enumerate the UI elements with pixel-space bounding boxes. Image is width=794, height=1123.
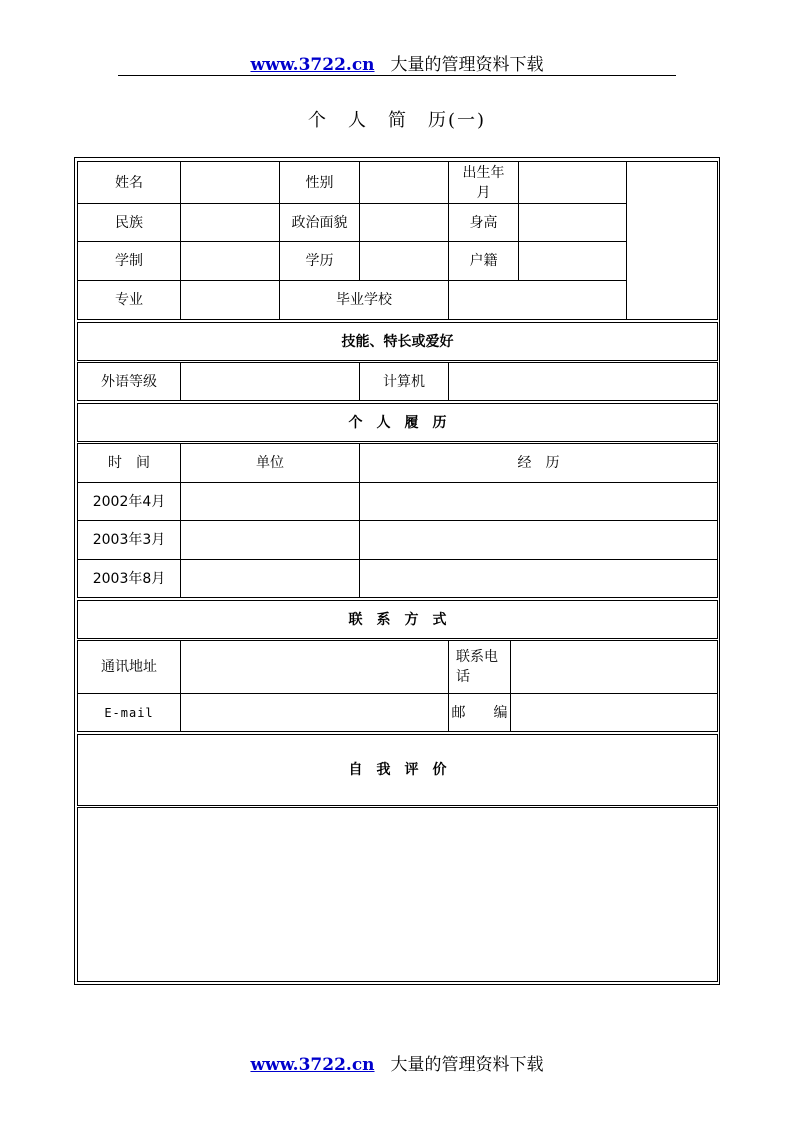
history-time: 2003年3月 [77, 520, 181, 560]
gender-field[interactable] [359, 161, 449, 204]
history-col-time: 时 间 [77, 443, 181, 483]
history-time: 2002年4月 [77, 482, 181, 521]
political-label: 政治面貌 [279, 203, 360, 242]
email-field[interactable] [180, 693, 449, 732]
birth-label: 出生年月 [448, 161, 519, 204]
height-label: 身高 [448, 203, 519, 242]
postcode-field[interactable] [510, 693, 718, 732]
postcode-label: 邮 编 [448, 693, 511, 732]
name-field[interactable] [180, 161, 280, 204]
ethnicity-field[interactable] [180, 203, 280, 242]
education-field[interactable] [359, 241, 449, 281]
page-footer [0, 1050, 794, 1075]
hukou-label: 户籍 [448, 241, 519, 281]
language-field[interactable] [180, 362, 360, 401]
phone-field[interactable] [510, 640, 718, 694]
skills-heading: 技能、特长或爱好 [77, 322, 718, 361]
header-divider [118, 75, 676, 76]
page-title: 个 人 简 历(一) [307, 110, 487, 131]
name-label: 姓名 [77, 161, 181, 204]
self-eval-heading: 自 我 评 价 [77, 734, 718, 806]
school-label: 毕业学校 [279, 280, 449, 320]
height-field[interactable] [518, 203, 627, 242]
ethnicity-label: 民族 [77, 203, 181, 242]
schooling-label: 学制 [77, 241, 181, 281]
header-link[interactable]: www.3722.cn [250, 55, 375, 75]
address-field[interactable] [180, 640, 449, 694]
history-heading: 个 人 履 历 [77, 403, 718, 442]
history-unit-field[interactable] [180, 482, 360, 521]
political-field[interactable] [359, 203, 449, 242]
history-unit-field[interactable] [180, 520, 360, 560]
hukou-field[interactable] [518, 241, 627, 281]
phone-label: 联系电话 [448, 640, 511, 694]
education-label: 学历 [279, 241, 360, 281]
photo-cell [626, 161, 718, 320]
major-field[interactable] [180, 280, 280, 320]
history-col-exp: 经 历 [359, 443, 718, 483]
history-unit-field[interactable] [180, 559, 360, 598]
header-tagline: 大量的管理资料下载 [390, 55, 544, 75]
history-col-unit: 单位 [180, 443, 360, 483]
computer-field[interactable] [448, 362, 718, 401]
footer-link[interactable]: www.3722.cn [250, 1055, 375, 1075]
page-header [0, 50, 794, 75]
history-time: 2003年8月 [77, 559, 181, 598]
address-label: 通讯地址 [77, 640, 181, 694]
email-label: E-mail [77, 693, 181, 732]
gender-label: 性别 [279, 161, 360, 204]
self-eval-field[interactable] [77, 807, 718, 982]
birth-field[interactable] [518, 161, 627, 204]
schooling-field[interactable] [180, 241, 280, 281]
language-label: 外语等级 [77, 362, 181, 401]
footer-tagline: 大量的管理资料下载 [390, 1055, 544, 1075]
computer-label: 计算机 [359, 362, 449, 401]
major-label: 专业 [77, 280, 181, 320]
school-field[interactable] [448, 280, 627, 320]
history-exp-field[interactable] [359, 520, 718, 560]
history-exp-field[interactable] [359, 559, 718, 598]
history-exp-field[interactable] [359, 482, 718, 521]
contact-heading: 联 系 方 式 [77, 600, 718, 639]
